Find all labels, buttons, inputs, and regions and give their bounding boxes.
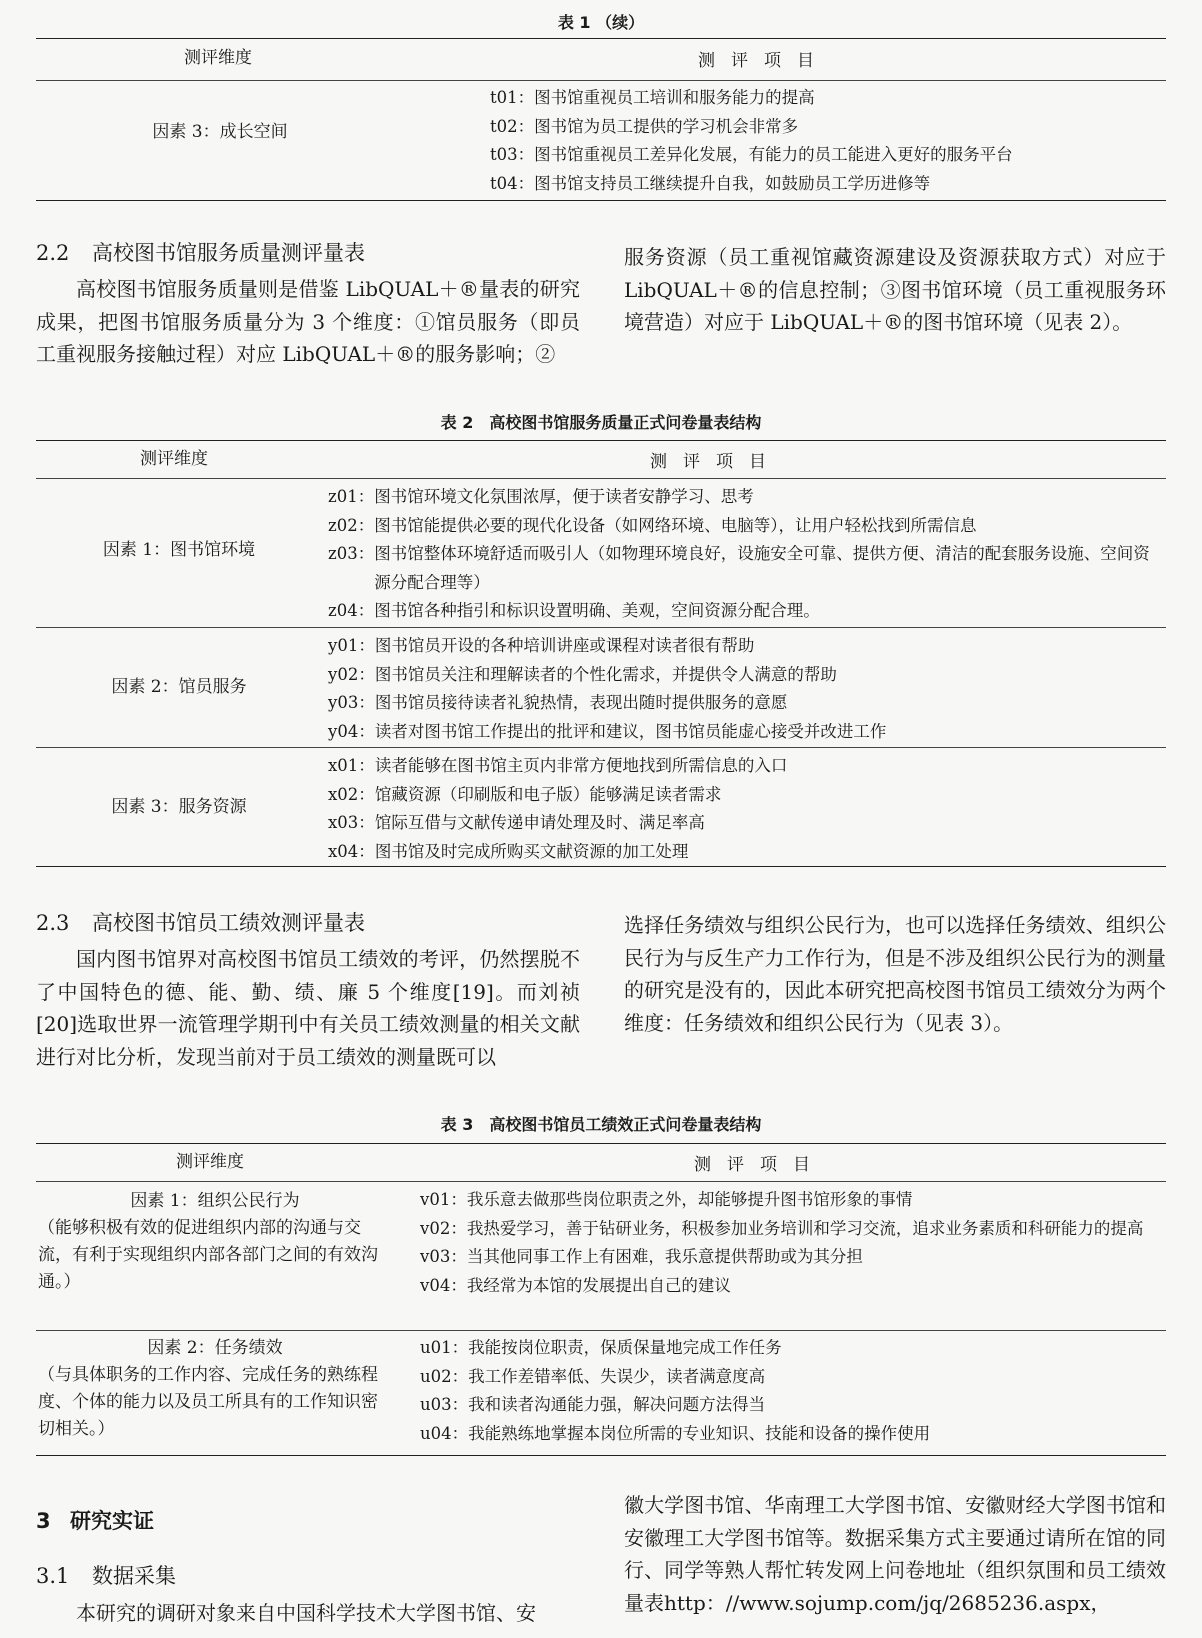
table3-item-list-2 (420, 1334, 1166, 1448)
table1-top-rule (36, 38, 1166, 39)
section-3-heading: 3 研究实证 (36, 1509, 154, 1533)
table2-header-items: 测评项目 (650, 452, 782, 472)
table-item: v01： 我乐意去做那些岗位职责之外，却能够提升图书馆形象的事情 (420, 1190, 913, 1209)
table1-item-list (490, 84, 1150, 198)
table-item: u02： 我工作差错率低、失误少，读者满意度高 (420, 1366, 766, 1386)
table-item: z02： 图书馆能提供必要的现代化设备（如网络环境、电脑等），让用户轻松找到所需信息 (328, 515, 977, 535)
section-2-3-right-paragraph: 选择任务绩效与组织公民行为，也可以选择任务绩效、组织公民行为与反生产力工作行为，但是不涉及组织公民行为的测量的研究是没有的，因此本研究把高校图书馆员工绩效分为两个维度：任务绩效和组织公民行为（见表 3）。 (624, 913, 1166, 1035)
table-item: y03： 图书馆员接待读者礼貌热情，表现出随时提供服务的意愿 (328, 693, 788, 712)
section-3-1-right-paragraph: 徽大学图书馆、华南理工大学图书馆、安徽财经大学图书馆和安徽理工大学图书馆等。数据采集方式主要通过请所在馆的同行、同学等熟人帮忙转发网上问卷地址（组织氛围和员工绩效量表http：//www.sojump.com/jq/2685236.aspx， (624, 1493, 1166, 1615)
table3-dimension-1 (38, 1188, 392, 1296)
table3-bottom-rule (36, 1455, 1166, 1456)
table-item: y04： 读者对图书馆工作提出的批评和建议，图书馆员能虚心接受并改进工作 (328, 721, 887, 741)
table-item: x03： 馆际互借与文献传递申请处理及时、满足率高 (328, 813, 705, 832)
table-item: t01： 图书馆重视员工培训和服务能力的提高 (490, 88, 815, 107)
table3-header-items: 测评项目 (694, 1155, 826, 1175)
table-item: x04： 图书馆及时完成所购买文献资源的加工处理 (328, 841, 689, 861)
section-3-1-heading: 3.1 数据采集 (36, 1564, 176, 1588)
table-item: v02： 我热爱学习，善于钻研业务，积极参加业务培训和学习交流，追求业务素质和科研能力的提高 (420, 1218, 1144, 1238)
table2-caption: 表 2 高校图书馆服务质量正式问卷量表结构 (440, 413, 762, 432)
section-2-3-left-paragraph: 国内图书馆界对高校图书馆员工绩效的考评，仍然摆脱不了中国特色的德、能、勤、绩、廉 5 个维度[19]。而刘祯[20]选取世界一流管理学期刊中有关员工绩效测量的相关文献进行对比分析，发现当前对于员工绩效的测量既可以 (36, 947, 580, 1069)
section-2-2-heading: 2.2 高校图书馆服务质量测评量表 (36, 241, 365, 265)
table-item: z04： 图书馆各种指引和标识设置明确、美观，空间资源分配合理。 (328, 601, 820, 620)
table-item: u01： 我能按岗位职责，保质保量地完成工作任务 (420, 1338, 782, 1357)
table-item: z01： 图书馆环境文化氛围浓厚，便于读者安静学习、思考 (328, 487, 754, 506)
table-item: t04： 图书馆支持员工继续提升自我，如鼓励员工学历进修等 (490, 173, 931, 193)
section-2-2-left-paragraph: 高校图书馆服务质量则是借鉴 LibQUAL＋®量表的研究成果，把图书馆服务质量分为 3 个维度：①馆员服务（即员工重视服务接触过程）对应 LibQUAL＋®的服务影响；② (36, 277, 580, 366)
table1-dimension: 因素 3：成长空间 (152, 122, 288, 142)
table1-header-items: 测评项目 (698, 51, 830, 71)
table3-dimension-2 (38, 1335, 392, 1443)
table2-header-rule (36, 478, 1166, 479)
table2-header-dimension: 测评维度 (140, 449, 208, 469)
table-item: u04： 我能熟练地掌握本岗位所需的专业知识、技能和设备的操作使用 (420, 1423, 931, 1443)
table1-header-rule (36, 80, 1166, 81)
table-item: u03： 我和读者沟通能力强，解决问题方法得当 (420, 1395, 766, 1414)
table-item: z03： 图书馆整体环境舒适而吸引人（如物理环境良好，设施安全可靠、提供方便、清洁的配套服务设施、空间资源分配合理等） (328, 544, 1150, 592)
section-2-3-heading: 2.3 高校图书馆员工绩效测评量表 (36, 911, 365, 935)
table-item: y02： 图书馆员关注和理解读者的个性化需求，并提供令人满意的帮助 (328, 664, 837, 684)
table3-header-dimension: 测评维度 (176, 1152, 244, 1172)
table2-item-list-1 (328, 483, 1164, 626)
table1-bottom-rule (36, 200, 1166, 201)
table2-dimension-2: 因素 2：馆员服务 (111, 677, 247, 697)
table1-caption: 表 1 （续） (557, 13, 645, 32)
section-3-1-left-paragraph: 本研究的调研对象来自中国科学技术大学图书馆、安 (76, 1601, 536, 1625)
section-2-2-right-paragraph: 服务资源（员工重视馆藏资源建设及资源获取方式）对应于 LibQUAL＋®的信息控制；③图书馆环境（员工重视服务环境营造）对应于 LibQUAL＋®的图书馆环境（见表 2）。 (624, 245, 1166, 334)
table2-dimension-3: 因素 3：服务资源 (111, 797, 247, 817)
table-item: x01： 读者能够在图书馆主页内非常方便地找到所需信息的入口 (328, 756, 788, 775)
table3-dimension-2-title: 因素 2：任务绩效 (147, 1338, 283, 1358)
table-item: x02： 馆藏资源（印刷版和电子版）能够满足读者需求 (328, 784, 722, 804)
table-item: t02： 图书馆为员工提供的学习机会非常多 (490, 116, 799, 136)
table3-group-rule (36, 1330, 1166, 1331)
table3-top-rule (36, 1143, 1166, 1144)
table2-item-list-3 (328, 752, 1164, 866)
table2-group-rule (36, 747, 1166, 748)
table3-dimension-1-note: （能够积极有效的促进组织内部的沟通与交流，有利于实现组织内部各部门之间的有效沟通。） (38, 1218, 378, 1292)
table2-bottom-rule (36, 866, 1166, 867)
table3-item-list-1 (420, 1186, 1166, 1300)
table2-group-rule (36, 627, 1166, 628)
table2-top-rule (36, 440, 1166, 441)
table3-caption: 表 3 高校图书馆员工绩效正式问卷量表结构 (440, 1115, 762, 1134)
table3-header-rule (36, 1181, 1166, 1182)
table-item: v04： 我经常为本馆的发展提出自己的建议 (420, 1275, 731, 1295)
table3-dimension-2-note: （与具体职务的工作内容、完成任务的熟练程度、个体的能力以及员工所具有的工作知识密切相关。） (38, 1365, 378, 1439)
table2-dimension-1: 因素 1：图书馆环境 (102, 540, 256, 560)
table-item: t03： 图书馆重视员工差异化发展，有能力的员工能进入更好的服务平台 (490, 145, 1013, 164)
table1-header-dimension: 测评维度 (184, 48, 252, 68)
table-item: y01： 图书馆员开设的各种培训讲座或课程对读者很有帮助 (328, 636, 755, 655)
table2-item-list-2 (328, 632, 1164, 746)
table3-dimension-1-title: 因素 1：组织公民行为 (130, 1191, 300, 1211)
table-item: v03： 当其他同事工作上有困难，我乐意提供帮助或为其分担 (420, 1247, 863, 1266)
